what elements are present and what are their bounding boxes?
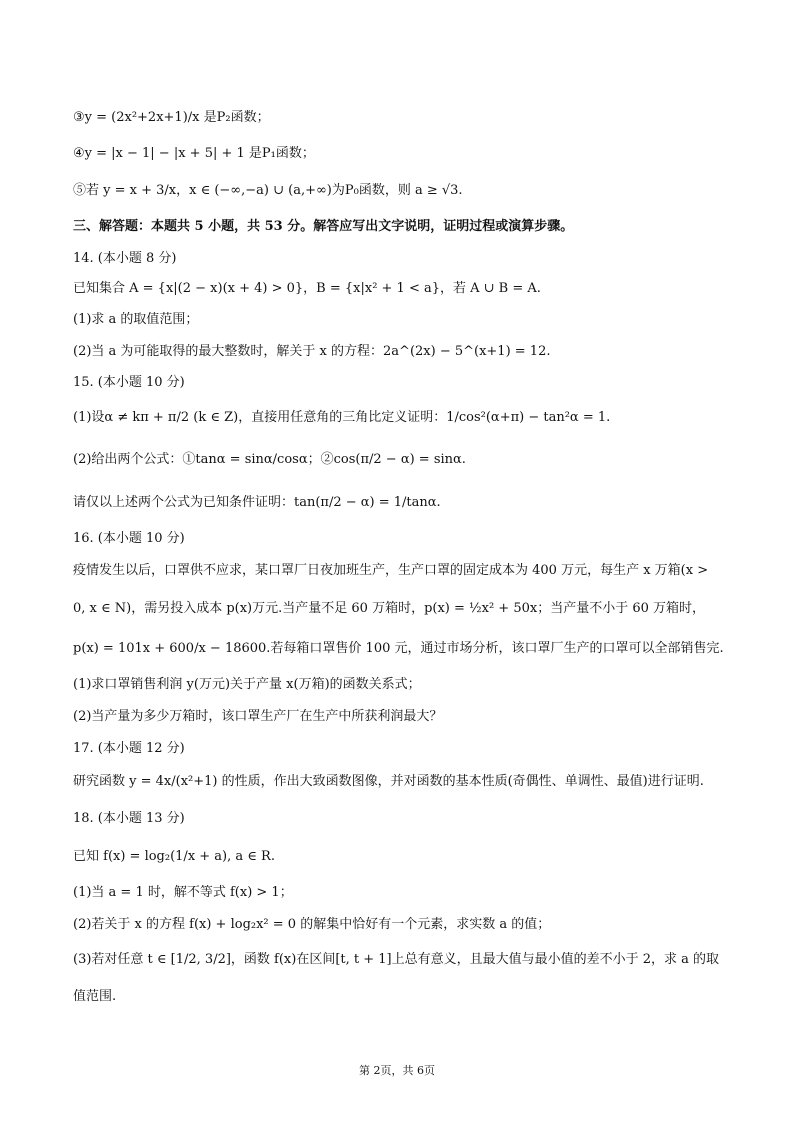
- q18-part-3-cont: 值范围.: [73, 989, 117, 1004]
- part2-item-4: ④y = |x − 1| − |x + 5| + 1 是P₁函数；: [73, 146, 315, 161]
- q16-line-2: 0, x ∈ N)，需另投入成本 p(x)万元.当产量不足 60 万箱时，p(x) = ½x² + 50x；当产量不小于 60 万箱时，: [73, 601, 706, 616]
- q18-part-2: (2)若关于 x 的方程 f(x) + log₂x² = 0 的解集中恰好有一个元素，求实数 a 的值；: [73, 917, 551, 932]
- q18-part-3: (3)若对任意 t ∈ [1/2, 3/2]，函数 f(x)在区间[t, t + 1]上总有意义，且最大值与最小值的差不小于 2，求 a 的取: [73, 952, 720, 967]
- q17-stem: 研究函数 y = 4x/(x²+1) 的性质，作出大致函数图像，并对函数的基本性质(奇偶性、单调性、最值)进行证明.: [73, 774, 704, 789]
- q15-part-2: (2)给出两个公式：①tanα = sinα/cosα；②cos(π/2 − α) = sinα.: [73, 452, 466, 467]
- q14-part-1: (1)求 a 的取值范围；: [73, 312, 199, 327]
- q14-stem: 已知集合 A = {x|(2 − x)(x + 4) > 0}，B = {x|x² + 1 < a}，若 A ∪ B = A.: [73, 281, 541, 296]
- part2-item-3: ③y = (2x²+2x+1)/x 是P₂函数；: [73, 110, 270, 125]
- q18-part-1: (1)当 a = 1 时，解不等式 f(x) > 1；: [73, 885, 293, 900]
- q15-part-3: 请仅以上述两个公式为已知条件证明：tan(π/2 − α) = 1/tanα.: [73, 495, 441, 510]
- section-heading: 三、解答题：本题共 5 小题，共 53 分。解答应写出文字说明，证明过程或演算步骤。: [73, 219, 574, 234]
- q14-part-2: (2)当 a 为可能取得的最大整数时，解关于 x 的方程：2a^(2x) − 5^(x+1) = 12.: [73, 344, 551, 359]
- q15-part-1: (1)设α ≠ kπ + π/2 (k ∈ Z)，直接用任意角的三角比定义证明：1/cos²(α+π) − tan²α = 1.: [73, 410, 611, 425]
- part2-item-5: ⑤若 y = x + 3/x，x ∈ (−∞,−a) ∪ (a,+∞)为P₀函数，则 a ≥ √3.: [73, 183, 463, 198]
- q16-line-3: p(x) = 101x + 600/x − 18600.若每箱口罩售价 100 元，通过市场分析，该口罩厂生产的口罩可以全部销售完.: [73, 641, 724, 656]
- page-footer: 第 2页，共 6页: [359, 1064, 435, 1077]
- q18-header: 18. (本小题 13 分): [73, 811, 185, 826]
- q17-header: 17. (本小题 12 分): [73, 741, 185, 756]
- q15-header: 15. (本小题 10 分): [73, 375, 185, 390]
- q16-part-2: (2)当产量为多少万箱时，该口罩生产厂在生产中所获利润最大？: [73, 709, 443, 724]
- q14-header: 14. (本小题 8 分): [73, 251, 177, 266]
- q16-part-1: (1)求口罩销售利润 y(万元)关于产量 x(万箱)的函数关系式；: [73, 677, 421, 692]
- q16-header: 16. (本小题 10 分): [73, 531, 185, 546]
- q16-line-1: 疫情发生以后，口罩供不应求，某口罩厂日夜加班生产，生产口罩的固定成本为 400 万元，每生产 x 万箱(x >: [73, 563, 709, 578]
- q18-stem: 已知 f(x) = log₂(1/x + a), a ∈ R.: [73, 849, 275, 864]
